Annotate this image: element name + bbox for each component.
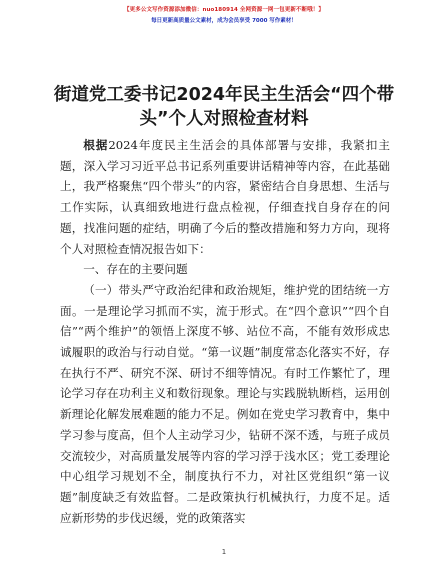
promo-banner-sub: 每日更新高质量公文素材，成为会员享受 7000 写作素材！: [151, 18, 297, 24]
section-heading: 一、存在的主要问题: [83, 262, 188, 277]
intro-lead: 根据: [83, 138, 109, 152]
title-line-2: 头”个人对照检查材料: [139, 109, 309, 129]
body-paragraph: （一）带头严守政治纪律和政治规矩，维护党的团结统一方面。一是理论学习抓而不实，流于形式。在“四个意识”“四个自信”“两个维护”的领悟上深度不够、站位不高，不能有效形成忠诚履职的政治与行动自觉。“第一议题”制度常态化落实不好，存在执行不严、研究不深、研讨不细等情况。有时工作繁忙了，理论学习存在功利主义和数衍现象。理论与实践脱轨断档，运用创新理论化解发展难题的能力不足。例如在党史学习教育中，集中学习参与度高，但个人主动学习少，钻研不深不透，与班子成员交流较少，对高质量发展等内容的学习浮于浅水区；党工委理论中心组学习规划不全，制度执行不力，对社区党组织“第一议题”制度缺乏有效监督。二是政策执行机械执行，力度不足。适应新形势的步伐迟缓，党的政策落实: [60, 282, 390, 525]
title-line-1: 街道党工委书记2024年民主生活会“四个带: [53, 85, 395, 105]
document-body: [60, 135, 390, 528]
document-title: [40, 83, 408, 131]
intro-text: 2024年度民主生活会的具体部署与安排，我紧扣主题，深入学习习近平总书记系列重要讲话精神等内容，在此基础上，我严格聚焦“四个带头”的内容，紧密结合自身思想、生活与工作实际，认真细致地进行盘点检视，仔细查找自身存在的问题，找准问题的症结，明确了今后的整改措施和努力方向，现将个人对照检查情况报告如下：: [60, 138, 390, 256]
promo-banner-top: 【更多公文写作资源添加微信：nuo180914 全网资源一网一包更新不断哦！】: [124, 7, 324, 13]
page-number: 1: [221, 548, 227, 556]
intro-paragraph: [60, 135, 390, 259]
